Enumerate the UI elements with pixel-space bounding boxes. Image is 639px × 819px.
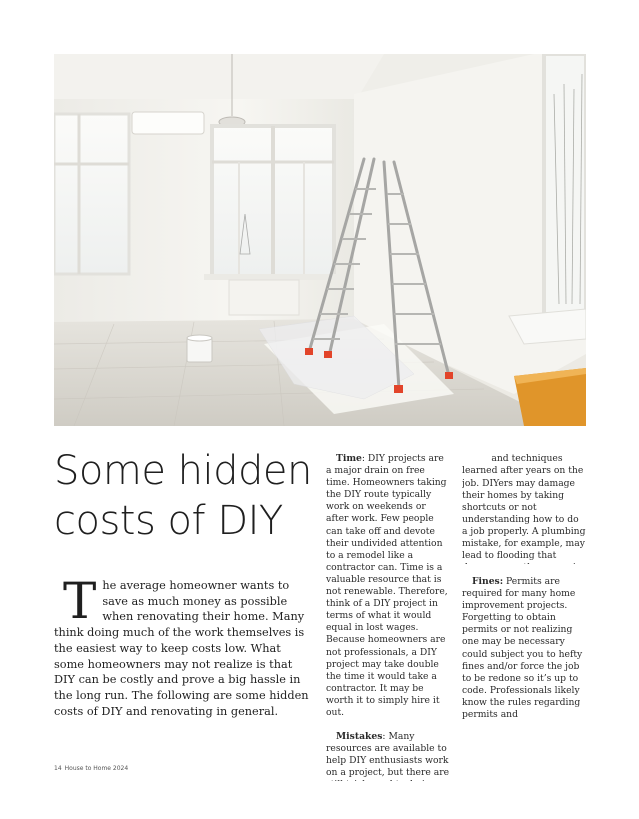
article-headline — [54, 446, 324, 546]
drop-cap: T — [63, 572, 97, 630]
headline-line-2: costs of DIY — [54, 498, 283, 544]
hero-photo — [54, 54, 586, 426]
room-with-ladder-illustration — [54, 54, 586, 426]
mistakes-heading: Mistakes — [336, 731, 383, 743]
time-heading: Time — [336, 453, 362, 464]
intro-text: he average homeowner wants to save as much money as possible when renovating their home. Many think doing much of the work themselves is the easiest way to keep costs low. What some homeowners may not realize is that DIY can be costly and prove a big hassle in the long run. The following are some hidden costs of DIY and renovating in general. — [54, 579, 309, 718]
mistakes-text: : Many resources are available to help DIY enthusiasts work on a project, but there are — [326, 731, 450, 779]
mistakes-continued — [462, 405, 586, 564]
page-number: 14 — [54, 765, 62, 772]
fines-paragraph — [462, 576, 586, 721]
fines-text: Permits are required for many home improvement projects. Forgetting to obtain permits or not realizing one may be necessary could subject you to hefty fines and/or force the job to be redone so it’s up to code. Professionals likely know the rules regarding permits and — [462, 576, 583, 721]
text-column-2 — [462, 453, 586, 733]
time-text: : DIY projects are a major drain on free time. Homeowners taking the DIY route typically work on weekends or after work. Few people can take off and devote their undivided attention to a remodel like a contractor can. Time is a valuable resource that is not renewable. Therefore, think of a DIY project in terms of what it would equal in lost wages. Because homeowners are not professionals, a DIY project may take double the time it would take a contractor. It may be worth it to simply hire it out. — [326, 453, 448, 718]
mistakes-text-continued: and techniques learned after years on the job. DIYers may damage their homes by taking shortcuts or not understanding how to do a job properly. A plumbing mistake, for example, may lead to flooding that — [462, 453, 586, 562]
page-footer — [54, 765, 131, 772]
mistakes-paragraph — [326, 731, 450, 781]
fines-heading: Fines: — [472, 576, 504, 587]
intro-paragraph — [54, 572, 309, 719]
text-column-1 — [326, 453, 450, 793]
publication-name: House to Home 2024 — [64, 765, 129, 772]
time-paragraph — [326, 453, 450, 719]
headline-line-1: Some hidden — [54, 448, 312, 494]
